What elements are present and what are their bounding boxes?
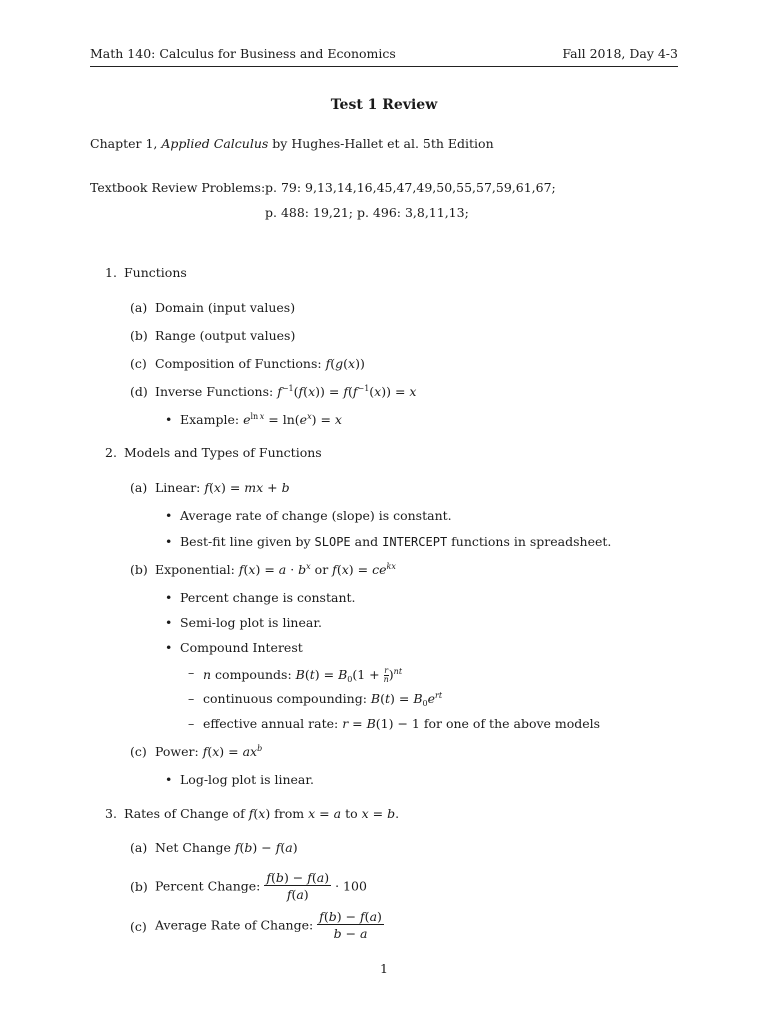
item-1b-text: Range (output values) bbox=[155, 328, 296, 343]
textbook-line-2: p. 488: 19,21; p. 496: 3,8,11,13; bbox=[265, 205, 469, 220]
exponential-formula-1: $f(x) = a \cdot b^x$ bbox=[238, 562, 311, 577]
item-2b-text: Exponential: bbox=[155, 562, 235, 577]
item-2b bbox=[155, 564, 396, 577]
bullet-icon: • bbox=[165, 412, 173, 427]
item-1d-example bbox=[180, 414, 342, 427]
slope-code: SLOPE bbox=[314, 535, 351, 549]
bestfit-and: and bbox=[354, 534, 379, 549]
compound-line-2 bbox=[203, 693, 442, 706]
item-3c-text: Average Rate of Change: bbox=[155, 917, 314, 933]
item-1a-text: Domain (input values) bbox=[155, 300, 296, 315]
dash-icon: – bbox=[188, 716, 195, 731]
item-2b-label: (b) bbox=[130, 562, 148, 577]
item-3b-label: (b) bbox=[130, 879, 148, 894]
item-2a-text: Linear: bbox=[155, 480, 201, 495]
chapter-prefix: Chapter 1, bbox=[90, 136, 158, 151]
item-3b: Percent Change: $\frac{f(b) - f(a)}{f(a)}$ · 100 bbox=[155, 870, 367, 903]
bestfit-post: functions in spreadsheet. bbox=[451, 534, 612, 549]
item-2b-or: or bbox=[314, 562, 329, 577]
book-authors: by Hughes-Hallet et al. 5th Edition bbox=[272, 136, 494, 151]
section-2-number: 2. bbox=[105, 445, 117, 460]
compound-line-1: n compounds: $B(t) = B_0(1$ + $\frac{r}{n}$ )$^{nt}$ bbox=[203, 666, 403, 684]
item-1d bbox=[155, 386, 416, 399]
rates-title-from: from bbox=[274, 806, 305, 821]
composition-formula: f bbox=[325, 356, 331, 371]
item-3a-label: (a) bbox=[130, 840, 148, 855]
item-3b-text: Percent Change: bbox=[155, 878, 261, 894]
book-title: Applied Calculus bbox=[161, 136, 269, 151]
item-2a-bullet-1: Average rate of change (slope) is constant. bbox=[180, 508, 452, 523]
item-1b-label: (b) bbox=[130, 328, 148, 343]
compound-formula: $B(t) = B_0(1$ + $\frac{r}{n}$ )$^{nt}$ bbox=[295, 666, 403, 684]
section-1-number: 1. bbox=[105, 265, 117, 280]
item-2a-label: (a) bbox=[130, 480, 148, 495]
inverse-formula: $f^{-1}(f(x)) = f(f^{-1}(x)) = x$ bbox=[277, 384, 417, 399]
net-change-formula: f(b) − f(a) bbox=[234, 840, 298, 855]
bullet-icon: • bbox=[165, 640, 173, 655]
page-number: 1 bbox=[380, 961, 388, 976]
item-1c-text: Composition of Functions: bbox=[155, 356, 322, 371]
item-2b-bullet-2: Semi-log plot is linear. bbox=[180, 615, 322, 630]
exponential-formula-2: $f(x) = ce^{kx}$ bbox=[332, 562, 396, 577]
item-2b-bullet-3: Compound Interest bbox=[180, 640, 303, 655]
linear-formula: f(x) = mx + b bbox=[204, 480, 290, 495]
dash-icon: – bbox=[188, 665, 195, 680]
item-3a-text: Net Change bbox=[155, 840, 231, 855]
item-3a bbox=[155, 842, 298, 855]
chapter-line bbox=[90, 138, 494, 151]
section-2-title: Models and Types of Functions bbox=[124, 445, 322, 460]
term-header: Fall 2018, Day 4-3 bbox=[562, 46, 678, 61]
section-3-title: Rates of Change of f(x) from x = a to x = b. bbox=[124, 806, 400, 821]
item-1a-label: (a) bbox=[130, 300, 148, 315]
bullet-icon: • bbox=[165, 590, 173, 605]
intercept-code: INTERCEPT bbox=[382, 535, 448, 549]
dash-icon: – bbox=[188, 691, 195, 706]
compound-line-3 bbox=[203, 718, 600, 731]
bullet-icon: • bbox=[165, 534, 173, 549]
item-1c: Composition of Functions: f(g(x)) bbox=[155, 356, 365, 371]
item-1c-label: (c) bbox=[130, 356, 147, 371]
item-2c-label: (c) bbox=[130, 744, 147, 759]
item-2c bbox=[155, 746, 262, 759]
continuous-formula: $B(t) = B_0e^{rt}$ bbox=[370, 691, 443, 708]
item-2b-bullet-1: Percent change is constant. bbox=[180, 590, 356, 605]
item-2a bbox=[155, 482, 290, 495]
page-title: Test 1 Review bbox=[330, 97, 438, 113]
example-label: Example: bbox=[180, 412, 240, 427]
textbook-label: Textbook Review Problems: bbox=[90, 180, 266, 195]
percent-change-formula: $\frac{f(b) - f(a)}{f(a)}$ bbox=[266, 870, 330, 903]
rates-title-to: to bbox=[345, 806, 358, 821]
item-1d-text: Inverse Functions: bbox=[155, 384, 274, 399]
item-2a-bullet-2 bbox=[180, 536, 611, 549]
average-rate-formula: $\frac{f(b) - f(a)}{b - a}$ bbox=[319, 909, 382, 942]
example-formula: $e^{ln x} = \ln(e^x) = x$ bbox=[243, 412, 342, 427]
textbook-line-1: p. 79: 9,13,14,16,45,47,49,50,55,57,59,61,67; bbox=[265, 180, 556, 195]
continuous-text: continuous compounding: bbox=[203, 691, 367, 706]
bullet-icon: • bbox=[165, 615, 173, 630]
bullet-icon: • bbox=[165, 772, 173, 787]
item-3c-label: (c) bbox=[130, 919, 147, 934]
item-3c bbox=[155, 910, 384, 942]
header-rule bbox=[90, 66, 678, 67]
bullet-icon: • bbox=[165, 508, 173, 523]
effective-rate-text: effective annual rate: bbox=[203, 716, 339, 731]
section-3-number: 3. bbox=[105, 806, 117, 821]
rates-title-pre: Rates of Change of bbox=[124, 806, 245, 821]
item-1d-label: (d) bbox=[130, 384, 148, 399]
item-2c-bullet-1: Log-log plot is linear. bbox=[180, 772, 314, 787]
course-header: Math 140: Calculus for Business and Economics bbox=[90, 46, 396, 61]
section-1-title: Functions bbox=[124, 265, 187, 280]
compounds-text: compounds: bbox=[215, 667, 292, 682]
bestfit-pre: Best-fit line given by bbox=[180, 534, 311, 549]
effective-rate-formula: r = B(1) − 1 bbox=[342, 716, 420, 731]
power-formula: $f(x) = ax^b$ bbox=[202, 744, 263, 759]
effective-rate-post: for one of the above models bbox=[423, 716, 601, 731]
item-2c-text: Power: bbox=[155, 744, 199, 759]
